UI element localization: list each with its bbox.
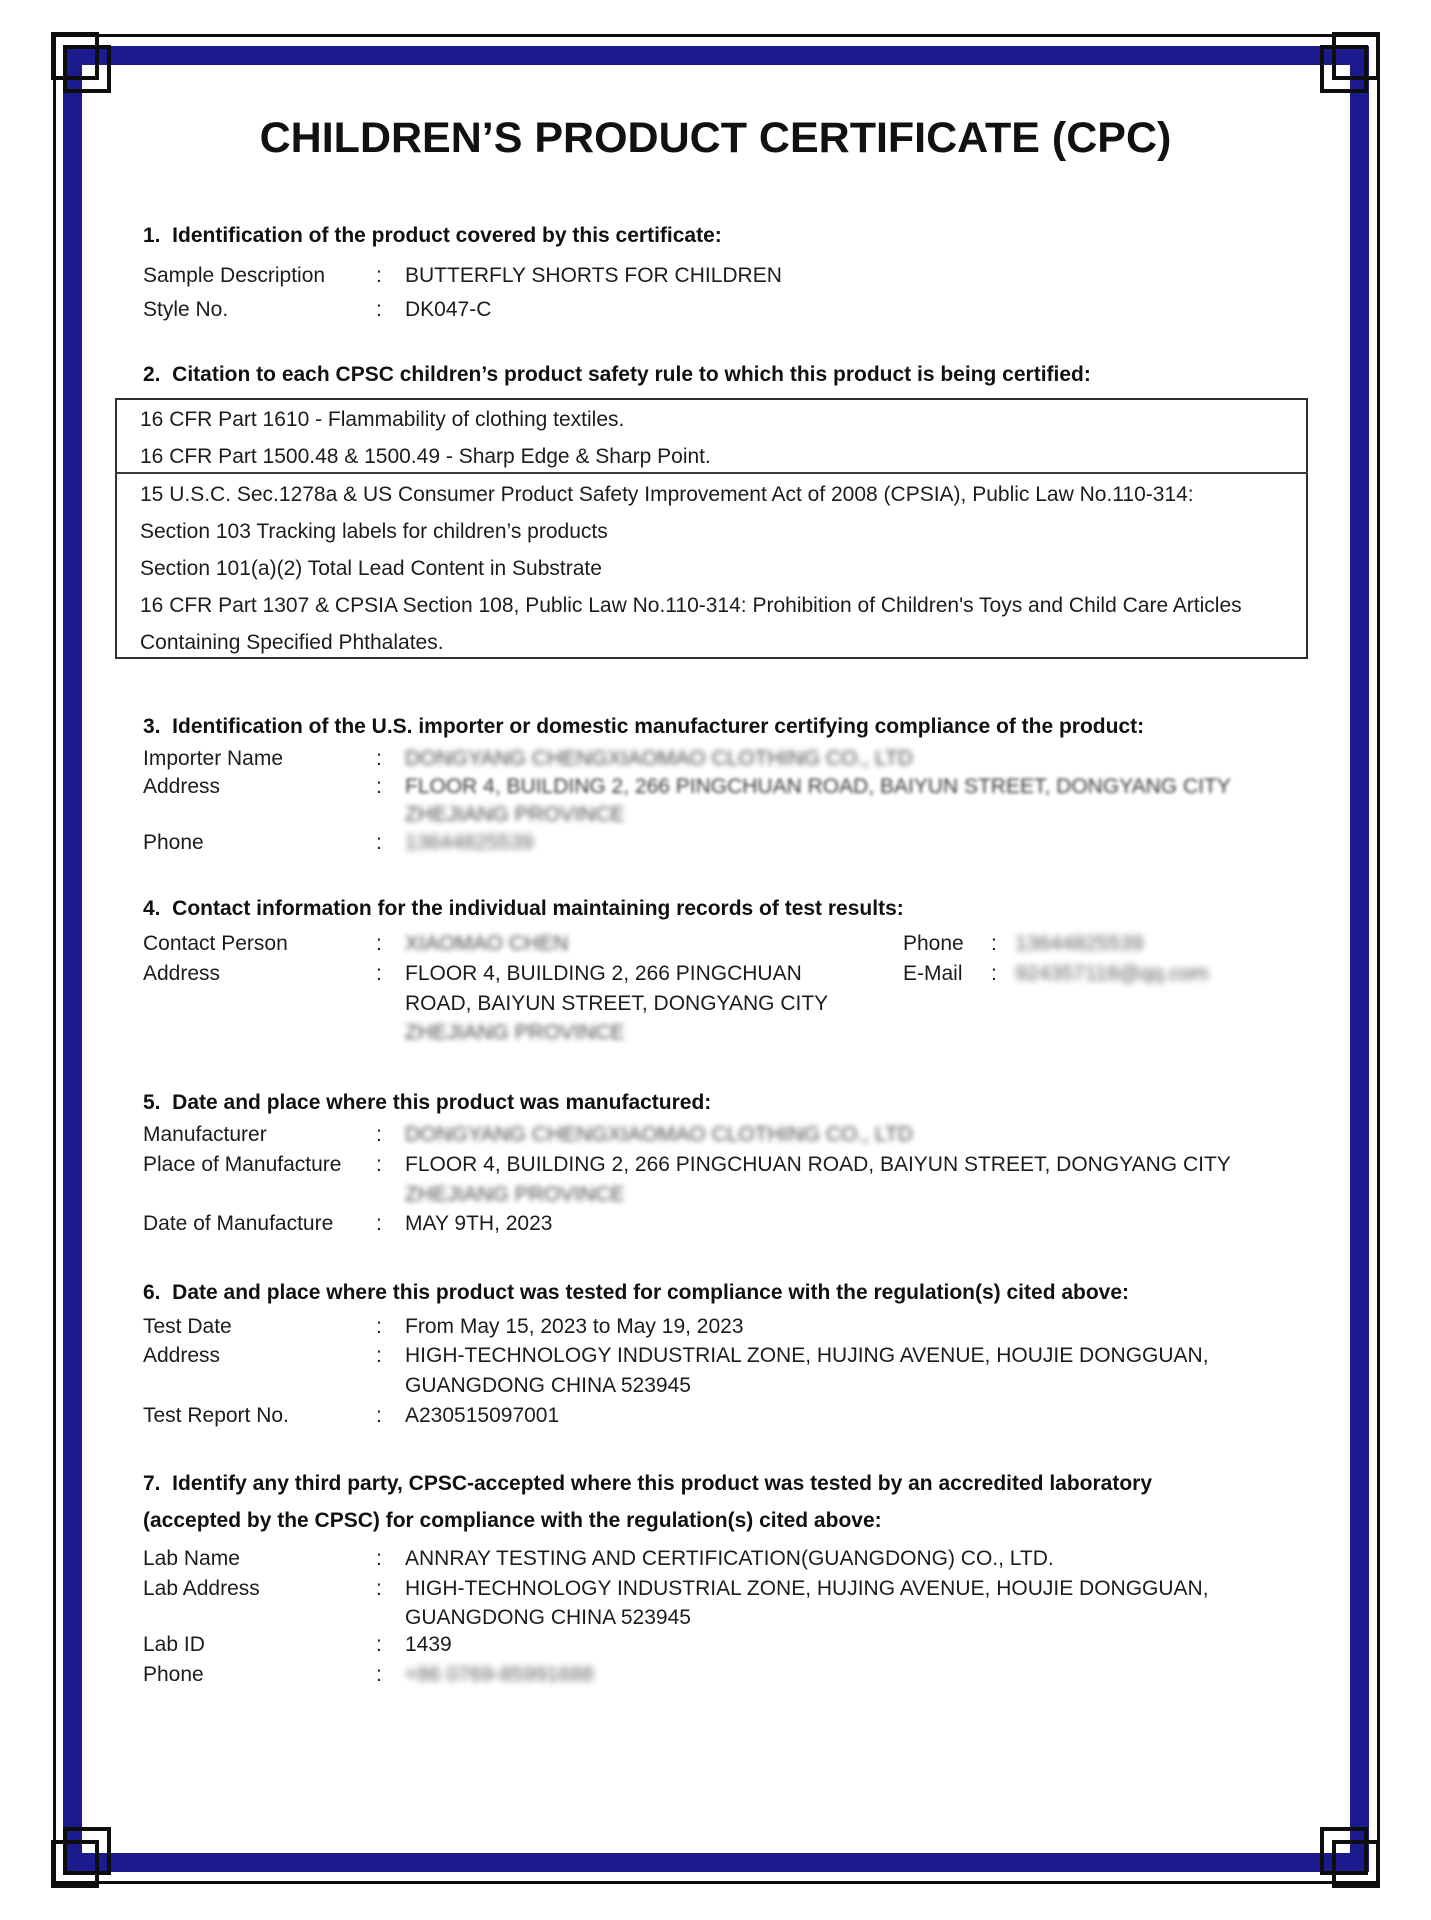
section5-heading: 5. Date and place where this product was manufactured:: [143, 1091, 712, 1114]
colon: :: [376, 1123, 382, 1146]
place-of-manufacture-row: [0, 1151, 1431, 1179]
citation-line: 16 CFR Part 1500.48 & 1500.49 - Sharp Edge & Sharp Point.: [140, 445, 711, 468]
section1-heading: 1. Identification of the product covered by this certificate:: [143, 224, 722, 247]
section3-heading: 3. Identification of the U.S. importer or domestic manufacturer certifying compliance of the product:: [143, 715, 1145, 738]
colon: :: [376, 298, 382, 321]
field-label: Contact Person: [143, 932, 288, 955]
citation-line: 16 CFR Part 1610 - Flammability of clothing textiles.: [140, 408, 625, 431]
field-value: FLOOR 4, BUILDING 2, 266 PINGCHUAN ROAD, BAIYUN STREET, DONGYANG CITY: [405, 1153, 1231, 1176]
section7-heading-line2: (accepted by the CPSC) for compliance with the regulation(s) cited above:: [143, 1509, 882, 1532]
field-value: HIGH-TECHNOLOGY INDUSTRIAL ZONE, HUJING AVENUE, HOUJIE DONGGUAN,: [405, 1577, 1209, 1600]
lab-name-row: [0, 1545, 1431, 1573]
field-value: A230515097001: [405, 1404, 560, 1427]
colon: :: [376, 1547, 382, 1570]
colon: :: [991, 962, 997, 985]
colon: :: [991, 932, 997, 955]
citation-line: Containing Specified Phthalates.: [140, 631, 444, 654]
field-value: From May 15, 2023 to May 19, 2023: [405, 1315, 744, 1338]
importer-address-row: [0, 773, 1431, 801]
test-address-row: [0, 1342, 1431, 1370]
colon: :: [376, 1315, 382, 1338]
contact-address-row: [0, 960, 1431, 988]
field-value: ROAD, BAIYUN STREET, DONGYANG CITY: [405, 992, 829, 1015]
field-label: Lab ID: [143, 1633, 205, 1656]
redacted-value: ZHEJIANG PROVINCE: [405, 1021, 625, 1044]
importer-address-line2: [0, 801, 1431, 829]
field-label: Style No.: [143, 298, 229, 321]
colon: :: [376, 775, 382, 798]
colon: :: [376, 831, 382, 854]
field-label: Phone: [903, 932, 964, 955]
field-value: GUANGDONG CHINA 523945: [405, 1606, 691, 1629]
manufacturer-row: [0, 1121, 1431, 1149]
place-of-manufacture-line2: [0, 1181, 1431, 1209]
field-value: FLOOR 4, BUILDING 2, 266 PINGCHUAN: [405, 962, 802, 985]
corner-ornament-bl-inner: [63, 1827, 111, 1875]
corner-ornament-br-inner: [1320, 1827, 1368, 1875]
style-no-row: [0, 296, 1431, 324]
colon: :: [376, 264, 382, 287]
test-date-row: [0, 1313, 1431, 1341]
field-value: ANNRAY TESTING AND CERTIFICATION(GUANGDONG) CO., LTD.: [405, 1547, 1054, 1570]
redacted-value: DONGYANG CHENGXIAOMAO CLOTHING CO., LTD: [405, 1123, 913, 1146]
importer-name-row: [0, 745, 1431, 773]
field-label: Sample Description: [143, 264, 326, 287]
colon: :: [376, 1663, 382, 1686]
date-of-manufacture-row: [0, 1210, 1431, 1238]
field-label: E-Mail: [903, 962, 963, 985]
field-value: 1439: [405, 1633, 452, 1656]
redacted-value: ZHEJIANG PROVINCE: [405, 1183, 625, 1206]
redacted-value: 13644825539: [1015, 932, 1144, 955]
redacted-value: XIAOMAO CHEN: [405, 932, 569, 955]
field-label: Importer Name: [143, 747, 284, 770]
field-label: Address: [143, 962, 221, 985]
field-value: DK047-C: [405, 298, 492, 321]
colon: :: [376, 1633, 382, 1656]
lab-phone-row: [0, 1661, 1431, 1689]
lab-id-row: [0, 1631, 1431, 1659]
colon: :: [376, 932, 382, 955]
field-value: GUANGDONG CHINA 523945: [405, 1374, 691, 1397]
lab-address-row: [0, 1575, 1431, 1603]
importer-phone-row: [0, 829, 1431, 857]
citation-line: 16 CFR Part 1307 & CPSIA Section 108, Public Law No.110-314: Prohibition of Children's Toys and Child Care Articles: [140, 594, 1242, 617]
redacted-value: FLOOR 4, BUILDING 2, 266 PINGCHUAN ROAD, BAIYUN STREET, DONGYANG CITY: [405, 775, 1231, 798]
citation-line: Section 101(a)(2) Total Lead Content in Substrate: [140, 557, 602, 580]
field-value: BUTTERFLY SHORTS FOR CHILDREN: [405, 264, 782, 287]
field-label: Lab Address: [143, 1577, 260, 1600]
certificate-title: CHILDREN’S PRODUCT CERTIFICATE (CPC): [259, 114, 1172, 162]
colon: :: [376, 1344, 382, 1367]
field-label: Test Report No.: [143, 1404, 289, 1427]
field-value: HIGH-TECHNOLOGY INDUSTRIAL ZONE, HUJING AVENUE, HOUJIE DONGGUAN,: [405, 1344, 1209, 1367]
field-label: Address: [143, 1344, 221, 1367]
field-label: Lab Name: [143, 1547, 240, 1570]
redacted-value: ZHEJIANG PROVINCE: [405, 803, 625, 826]
contact-address-line2: [0, 990, 1431, 1018]
colon: :: [376, 1153, 382, 1176]
section2-heading: 2. Citation to each CPSC children’s product safety rule to which this product is being certified:: [143, 363, 1091, 386]
colon: :: [376, 1212, 382, 1235]
corner-ornament-tl-inner: [63, 45, 111, 93]
citation-line: 15 U.S.C. Sec.1278a & US Consumer Product Safety Improvement Act of 2008 (CPSIA), Public Law No.110-314:: [140, 483, 1194, 506]
contact-address-line3: [0, 1019, 1431, 1047]
colon: :: [376, 747, 382, 770]
colon: :: [376, 1577, 382, 1600]
redacted-value: +86 0769-85991688: [405, 1663, 594, 1686]
redacted-value: 13644825539: [405, 831, 534, 854]
citation-line: Section 103 Tracking labels for children’s products: [140, 520, 608, 543]
citation-box-divider: [115, 472, 1308, 474]
field-label: Address: [143, 775, 221, 798]
redacted-value: DONGYANG CHENGXIAOMAO CLOTHING CO., LTD: [405, 747, 913, 770]
field-label: Phone: [143, 1663, 204, 1686]
colon: :: [376, 962, 382, 985]
field-label: Date of Manufacture: [143, 1212, 334, 1235]
test-report-no-row: [0, 1402, 1431, 1430]
test-address-line2: [0, 1372, 1431, 1400]
field-label: Place of Manufacture: [143, 1153, 342, 1176]
field-label: Test Date: [143, 1315, 232, 1338]
colon: :: [376, 1404, 382, 1427]
field-label: Manufacturer: [143, 1123, 267, 1146]
sample-description-row: [0, 262, 1431, 290]
section4-heading: 4. Contact information for the individual maintaining records of test results:: [143, 897, 904, 920]
corner-ornament-tr-inner: [1320, 45, 1368, 93]
section6-heading: 6. Date and place where this product was tested for compliance with the regulation(s) cited above:: [143, 1281, 1130, 1304]
lab-address-line2: [0, 1604, 1431, 1632]
field-label: Phone: [143, 831, 204, 854]
redacted-value: 924357118@qq.com: [1015, 962, 1209, 985]
section7-heading-line1: 7. Identify any third party, CPSC-accepted where this product was tested by an accredited laboratory: [143, 1472, 1153, 1495]
field-value: MAY 9TH, 2023: [405, 1212, 553, 1235]
contact-person-row: [0, 930, 1431, 958]
